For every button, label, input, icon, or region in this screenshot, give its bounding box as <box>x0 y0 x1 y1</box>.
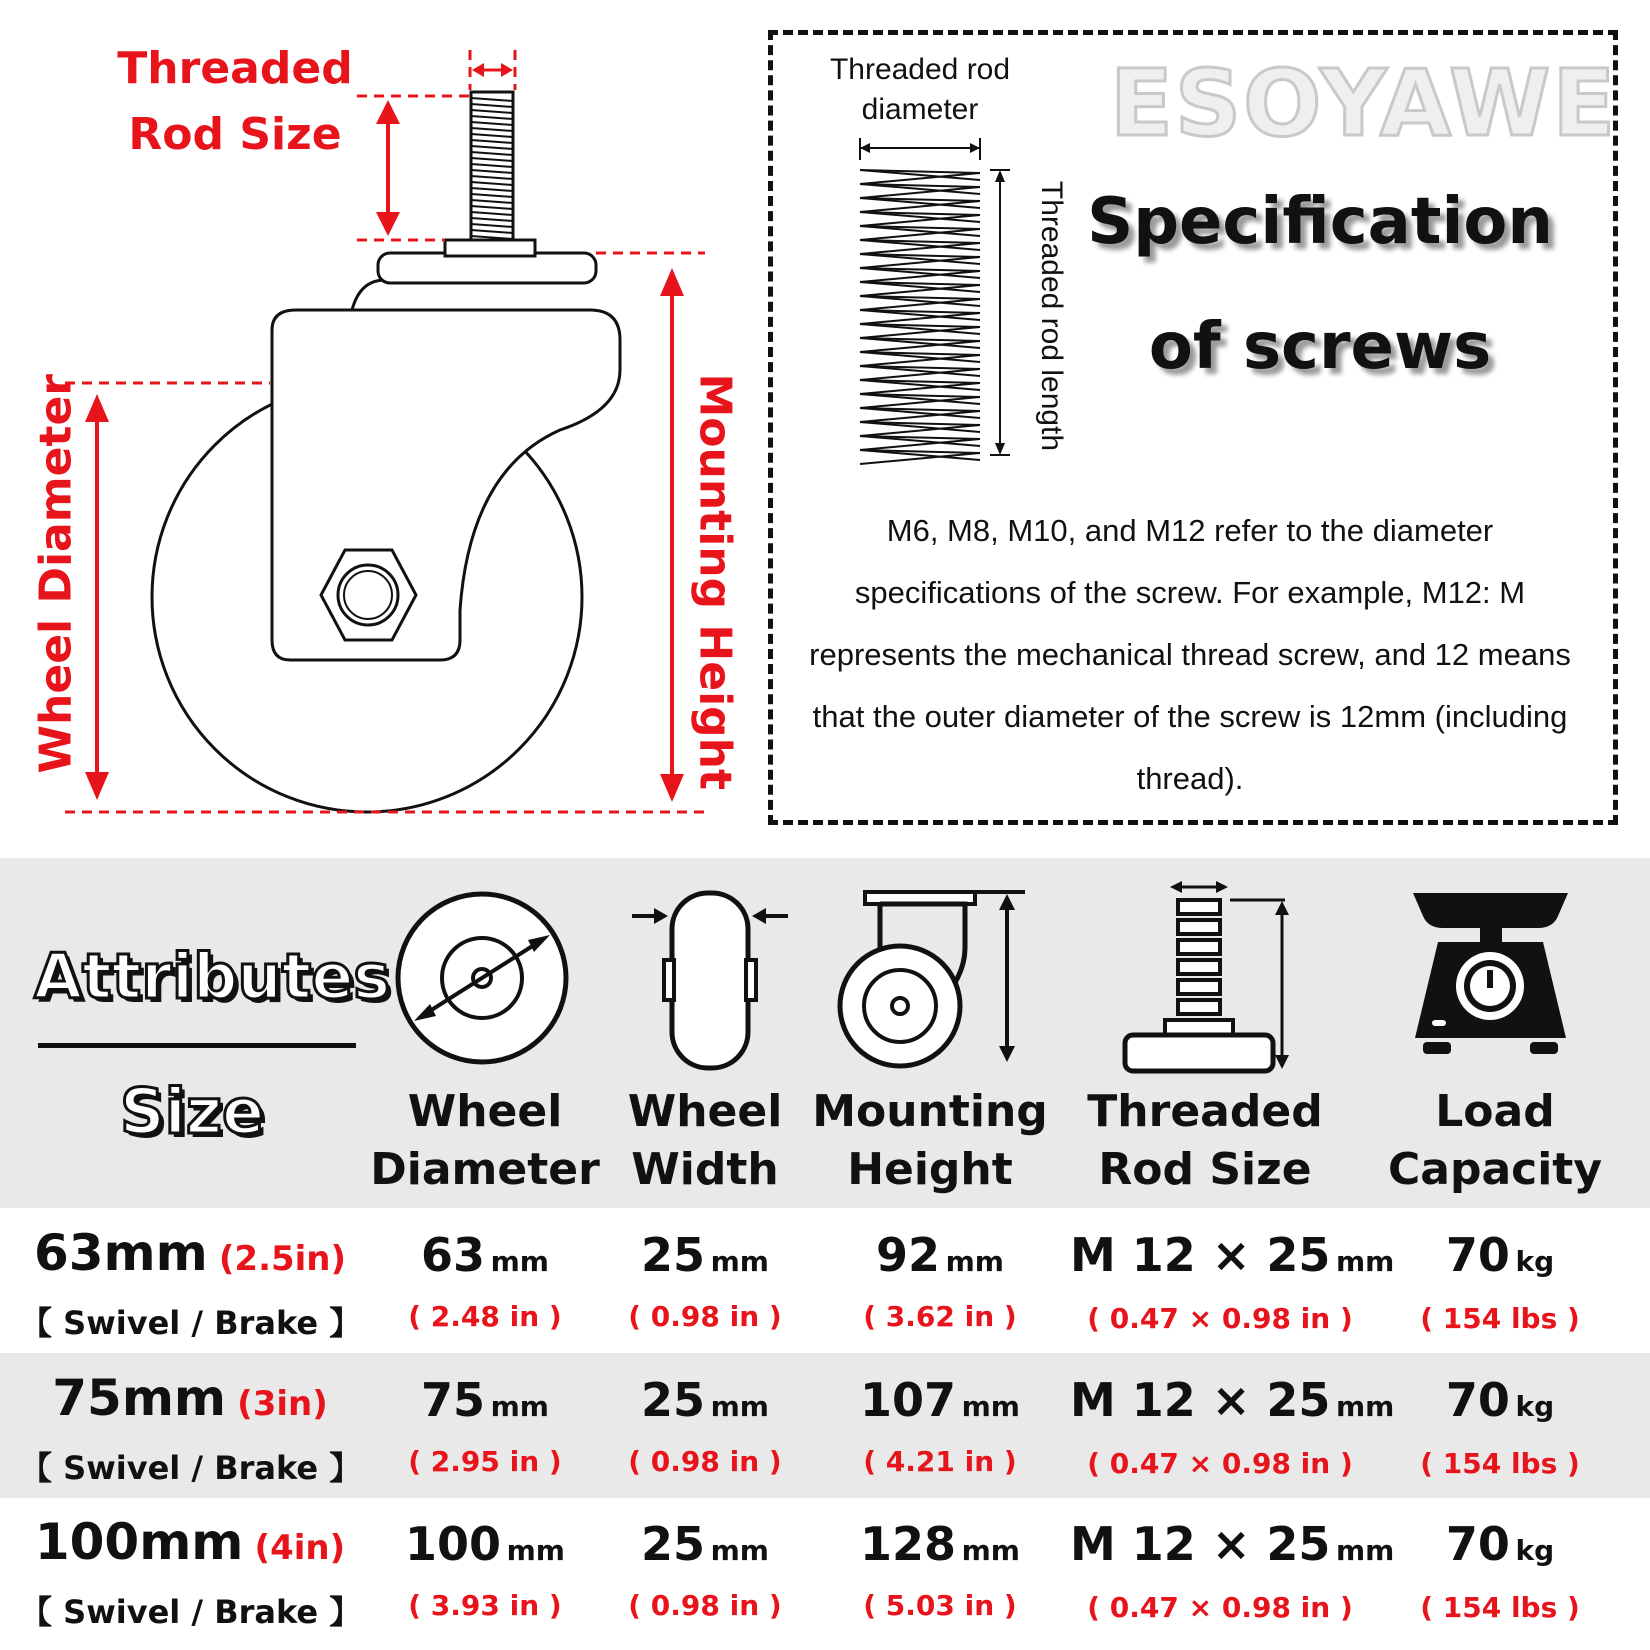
table-row <box>0 1497 1650 1642</box>
rod-length-label: Threaded rod length <box>1035 180 1068 452</box>
load-lbs: ( 154 lbs ) <box>1420 1591 1580 1624</box>
attributes-divider <box>38 1043 356 1048</box>
header-mounting-height: Mounting Height <box>812 1086 1048 1195</box>
height-inches: ( 5.03 in ) <box>863 1589 1017 1622</box>
size-cell: 75mm (3in) <box>52 1369 328 1427</box>
load-cell: 70 kg <box>1445 1228 1555 1282</box>
width-inches: ( 0.98 in ) <box>628 1445 782 1478</box>
table-row <box>0 1353 1650 1498</box>
threaded-stem <box>471 92 513 240</box>
table-row <box>0 1208 1650 1353</box>
load-lbs: ( 154 lbs ) <box>1420 1447 1580 1480</box>
wheel-diameter-icon <box>392 888 572 1068</box>
brand-watermark: ESOYAWE <box>1110 50 1618 157</box>
rod-diameter-label: Threaded rod diameter <box>829 53 1011 126</box>
load-cell: 70 kg <box>1445 1373 1555 1427</box>
diameter-inches: ( 2.48 in ) <box>408 1300 562 1333</box>
load-cell: 70 kg <box>1445 1517 1555 1571</box>
width-inches: ( 0.98 in ) <box>628 1589 782 1622</box>
width-cell: 25 mm <box>641 1228 769 1282</box>
spec-description: M6, M8, M10, and M12 refer to the diameter specifications of the screw. For example, M12: M represents the mechanical thread screw, and 12 means that the outer diameter of the screw is 12mm (including thread). <box>809 513 1571 796</box>
width-inches: ( 0.98 in ) <box>628 1300 782 1333</box>
spec-title-line2: of screws <box>1148 310 1492 384</box>
width-cell: 25 mm <box>641 1517 769 1571</box>
header-load-capacity: Load Capacity <box>1387 1086 1603 1195</box>
height-inches: ( 3.62 in ) <box>863 1300 1017 1333</box>
header-threaded-rod-size: Threaded Rod Size <box>1087 1086 1323 1195</box>
diameter-inches: ( 2.95 in ) <box>408 1445 562 1478</box>
spec-title-line1: Specification <box>1087 185 1553 259</box>
size-cell: 100mm (4in) <box>34 1513 346 1571</box>
rod-cell: M 12 × 25 mm <box>1070 1517 1395 1571</box>
size-word: Size <box>120 1075 265 1148</box>
height-cell: 92 mm <box>876 1228 1004 1282</box>
size-cell: 63mm (2.5in) <box>33 1224 347 1282</box>
header-wheel-width: Wheel Width <box>627 1086 783 1195</box>
diameter-cell: 63 mm <box>421 1228 549 1282</box>
rod-cell: M 12 × 25 mm <box>1070 1373 1395 1427</box>
header-wheel-diameter: Wheel Diameter <box>370 1086 600 1195</box>
mount-type: 【 Swivel / Brake 】 <box>20 1449 362 1487</box>
scale-icon <box>1408 888 1573 1063</box>
rod-inches: ( 0.47 × 0.98 in ) <box>1087 1447 1353 1480</box>
mounting-height-icon <box>835 888 1035 1073</box>
diameter-inches: ( 3.93 in ) <box>408 1589 562 1622</box>
load-lbs: ( 154 lbs ) <box>1420 1302 1580 1335</box>
mount-type: 【 Swivel / Brake 】 <box>20 1304 362 1342</box>
rod-inches: ( 0.47 × 0.98 in ) <box>1087 1302 1353 1335</box>
height-cell: 128 mm <box>860 1517 1020 1571</box>
wheel-diameter-label: Wheel Diameter <box>30 373 82 774</box>
height-cell: 107 mm <box>860 1373 1020 1427</box>
threaded-rod-icon <box>1120 875 1300 1075</box>
diameter-cell: 100 mm <box>405 1517 565 1571</box>
width-cell: 25 mm <box>641 1373 769 1427</box>
threaded-rod-size-label: Threaded Rod Size <box>117 43 353 160</box>
wheel-width-icon <box>630 888 790 1073</box>
rod-inches: ( 0.47 × 0.98 in ) <box>1087 1591 1353 1624</box>
height-inches: ( 4.21 in ) <box>863 1445 1017 1478</box>
diameter-cell: 75 mm <box>421 1373 549 1427</box>
attributes-word: Attributes <box>34 940 391 1013</box>
mounting-height-label: Mounting Height <box>689 373 741 791</box>
rod-cell: M 12 × 25 mm <box>1070 1228 1395 1282</box>
mount-type: 【 Swivel / Brake 】 <box>20 1593 362 1631</box>
threaded-rod-illustration <box>840 130 1020 470</box>
